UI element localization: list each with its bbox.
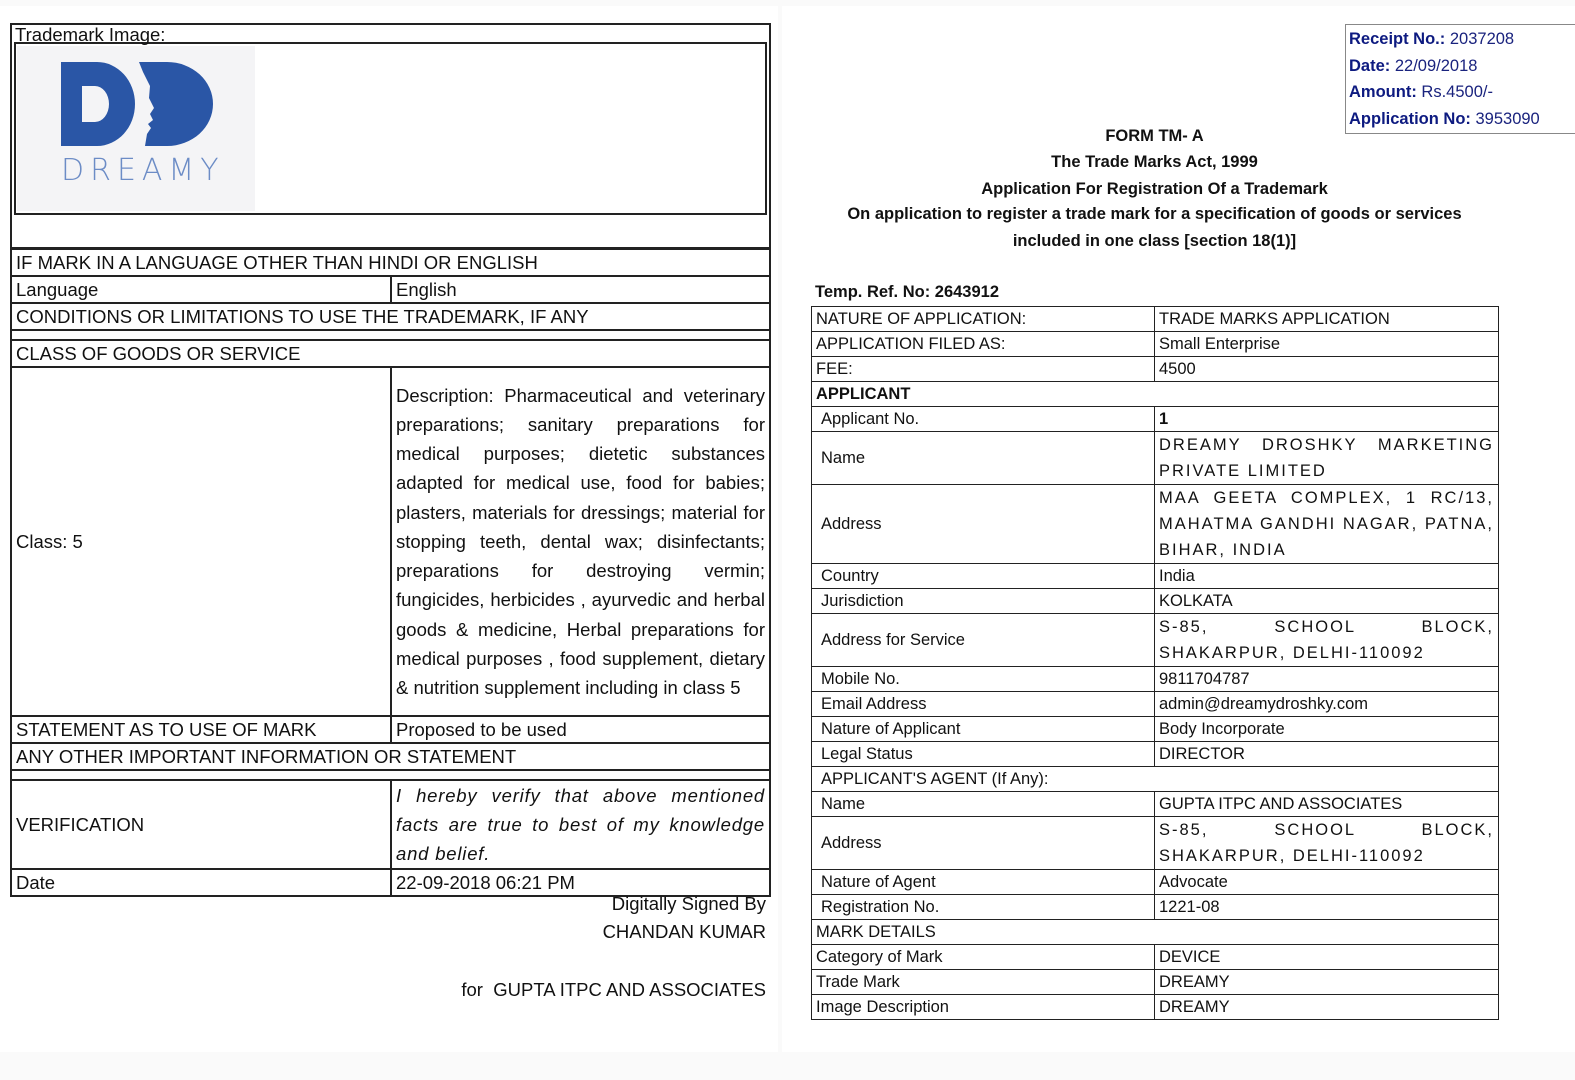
field-value: 1 (1155, 407, 1499, 432)
table-row (812, 432, 1499, 485)
table-row (812, 564, 1499, 589)
right-page (782, 6, 1575, 1052)
field-value: S-85, SCHOOL BLOCK, SHAKARPUR, DELHI-110092 (1155, 614, 1499, 667)
table-row (812, 817, 1499, 870)
field-label: Address (812, 817, 1155, 870)
field-value: S-85, SCHOOL BLOCK, SHAKARPUR, DELHI-110092 (1155, 817, 1499, 870)
logo-wordmark: DREAMY (61, 153, 225, 188)
table-row (812, 717, 1499, 742)
table-row (812, 485, 1499, 564)
field-label: Nature of Agent (812, 870, 1155, 895)
receipt-value: 2037208 (1449, 30, 1515, 48)
table-row (812, 792, 1499, 817)
application-no-value: 3953090 (1475, 109, 1540, 128)
conditions-heading: CONDITIONS OR LIMITATIONS TO USE THE TRADEMARK, IF ANY (11, 303, 770, 330)
field-label: Trade Mark (812, 970, 1155, 995)
date-label: Date (11, 869, 391, 896)
table-row (812, 995, 1499, 1020)
goods-description: Description: Pharmaceutical and veterinary preparations; sanitary preparations for medical purposes; dietetic substances adapted for medical use, food for babies; plasters, materials for dressings; material for stopping teeth, dental wax; disinfectants; preparations for destroying vermin; fungicides, herbicides , ayurvedic and herbal goods & medicine, Herbal preparations for medical purposes , food supplement, dietary & nutrition supplement including in class 5 (391, 367, 770, 716)
mark-details-table (10, 248, 771, 897)
field-label: Address (812, 485, 1155, 564)
table-row (812, 692, 1499, 717)
application-no-label: Application No: (1349, 109, 1471, 128)
signer-name: CHANDAN KUMAR (602, 921, 766, 942)
field-label: Address for Service (812, 614, 1155, 667)
field-label: Category of Mark (812, 945, 1155, 970)
field-value: 9811704787 (1155, 667, 1499, 692)
left-page (0, 6, 778, 1052)
field-value: DREAMY (1155, 970, 1499, 995)
digitally-signed-by: Digitally Signed By (611, 893, 766, 914)
table-row (812, 920, 1499, 945)
form-name: FORM TM- A (1105, 127, 1204, 145)
field-label: Nature of Applicant (812, 717, 1155, 742)
field-label: Applicant No. (812, 407, 1155, 432)
table-row (812, 357, 1499, 382)
table-row (812, 945, 1499, 970)
field-value: India (1155, 564, 1499, 589)
field-value: DEVICE (1155, 945, 1499, 970)
field-label: Name (812, 792, 1155, 817)
date-value: 22-09-2018 06:21 PM (391, 869, 770, 896)
table-row (812, 407, 1499, 432)
act-name: The Trade Marks Act, 1999 (1051, 153, 1258, 171)
field-label: Country (812, 564, 1155, 589)
field-value: DREAMY (1155, 995, 1499, 1020)
table-row (812, 382, 1499, 407)
field-value: DIRECTOR (1155, 742, 1499, 767)
field-label: Legal Status (812, 742, 1155, 767)
section-heading: APPLICANT (812, 382, 1499, 407)
field-label: Email Address (812, 692, 1155, 717)
form-title: Application For Registration Of a Trademark (981, 180, 1328, 198)
class-label: Class: 5 (11, 367, 391, 716)
field-value: MAA GEETA COMPLEX, 1 RC/13, MAHATMA GANDHI NAGAR, PATNA, BIHAR, INDIA (1155, 485, 1499, 564)
other-info-heading: ANY OTHER IMPORTANT INFORMATION OR STATEMENT (11, 743, 770, 770)
statement-label: STATEMENT AS TO USE OF MARK (11, 716, 391, 743)
field-label: APPLICATION FILED AS: (812, 332, 1155, 357)
temp-ref-no: Temp. Ref. No: 2643912 (815, 283, 1000, 301)
field-label: Jurisdiction (812, 589, 1155, 614)
application-table (811, 306, 1499, 1020)
table-row (812, 614, 1499, 667)
verification-label: VERIFICATION (11, 780, 391, 869)
section-heading: APPLICANT'S AGENT (If Any): (812, 767, 1499, 792)
field-value: Body Incorporate (1155, 717, 1499, 742)
table-row (812, 307, 1499, 332)
amount-value: Rs.4500/- (1421, 83, 1493, 101)
field-value: Advocate (1155, 870, 1499, 895)
receipt-date-value: 22/09/2018 (1394, 56, 1478, 75)
receipt-date-label: Date: (1349, 56, 1391, 75)
field-label: Image Description (812, 995, 1155, 1020)
form-subtitle-1: On application to register a trade mark for a specification of goods or services (847, 205, 1462, 223)
language-label: Language (11, 276, 391, 303)
dreamy-logo (17, 46, 255, 211)
language-section-heading: IF MARK IN A LANGUAGE OTHER THAN HINDI OR ENGLISH (11, 249, 770, 276)
section-heading: MARK DETAILS (812, 920, 1499, 945)
field-value: 4500 (1155, 357, 1499, 382)
field-value: 1221-08 (1155, 895, 1499, 920)
amount-label: Amount: (1349, 83, 1417, 101)
verification-text: I hereby verify that above mentioned facts are true to best of my knowledge and belief. (391, 780, 770, 869)
language-value: English (391, 276, 770, 303)
field-label: Name (812, 432, 1155, 485)
form-subtitle-2: included in one class [section 18(1)] (1012, 232, 1297, 250)
field-value: KOLKATA (1155, 589, 1499, 614)
class-section-heading: CLASS OF GOODS OR SERVICE (11, 340, 770, 367)
field-value: admin@dreamydroshky.com (1155, 692, 1499, 717)
table-row (812, 332, 1499, 357)
table-row (812, 970, 1499, 995)
signer-firm: for GUPTA ITPC AND ASSOCIATES (461, 979, 766, 1000)
trademark-image-label: Trademark Image: (15, 24, 166, 45)
field-value: DREAMY DROSHKY MARKETING PRIVATE LIMITED (1155, 432, 1499, 485)
field-value: Small Enterprise (1155, 332, 1499, 357)
receipt-box (1345, 24, 1575, 134)
field-label: FEE: (812, 357, 1155, 382)
table-row (812, 589, 1499, 614)
table-row (812, 742, 1499, 767)
statement-value: Proposed to be used (391, 716, 770, 743)
field-value: TRADE MARKS APPLICATION (1155, 307, 1499, 332)
receipt-label: Receipt No.: (1349, 30, 1446, 48)
field-label: Registration No. (812, 895, 1155, 920)
table-row (812, 870, 1499, 895)
field-label: Mobile No. (812, 667, 1155, 692)
field-label: NATURE OF APPLICATION: (812, 307, 1155, 332)
field-value: GUPTA ITPC AND ASSOCIATES (1155, 792, 1499, 817)
table-row (812, 667, 1499, 692)
table-row (812, 895, 1499, 920)
table-row (812, 767, 1499, 792)
